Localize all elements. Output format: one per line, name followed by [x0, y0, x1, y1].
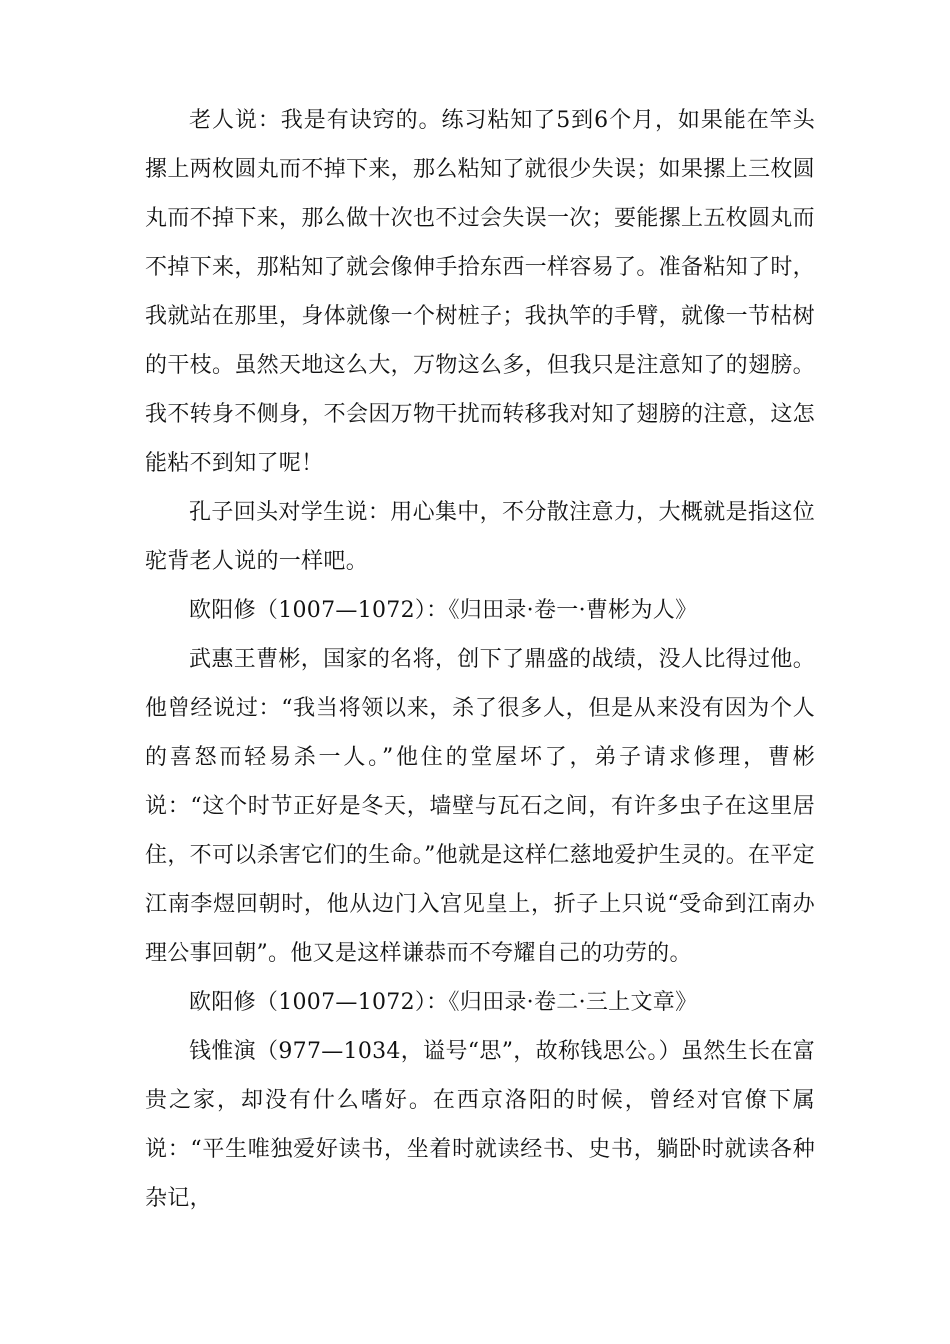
section-heading-sanshang-wenzhang: 欧阳修（1007—1072）：《归田录·卷二·三上文章》: [189, 990, 698, 1015]
paragraph-confucius-remark: 孔子回头对学生说：用心集中，不分散注意力，大概就是指这位驼背老人说的一样吧。: [145, 500, 815, 574]
document-body: [145, 96, 815, 1223]
paragraph-old-man-speech: 老人说：我是有诀窍的。练习粘知了5到6个月，如果能在竿头摞上两枚圆丸而不掉下来，那么粘知了就很少失误；如果摞上三枚圆丸而不掉下来，那么做十次也不过会失误一次；要能摞上五枚圆丸而不掉下来，那粘知了就会像伸手拾东西一样容易了。准备粘知了时，我就站在那里，身体就像一个树桩子；我执竿的手臂，就像一节枯树的干枝。虽然天地这么大，万物这么多，但我只是注意知了的翅膀。我不转身不侧身，不会因万物干扰而转移我对知了翅膀的注意，这怎能粘不到知了呢！: [145, 108, 815, 476]
section-heading-cao-bin: 欧阳修（1007—1072）：《归田录·卷一·曹彬为人》: [189, 598, 698, 623]
paragraph-cao-bin: 武惠王曹彬，国家的名将，创下了鼎盛的战绩，没人比得过他。他曾经说过：“我当将领以来，杀了很多人，但是从来没有因为个人的喜怒而轻易杀一人。”他住的堂屋坏了，弟子请求修理，曹彬说：“这个时节正好是冬天，墙壁与瓦石之间，有许多虫子在这里居住，不可以杀害它们的生命。”他就是这样仁慈地爱护生灵的。在平定江南李煜回朝时，他从边门入宫见皇上，折子上只说“受命到江南办理公事回朝”。他又是这样谦恭而不夸耀自己的功劳的。: [145, 647, 815, 966]
paragraph-qian-weiyan: 钱惟演（977—1034，谥号“思”，故称钱思公。）虽然生长在富贵之家，却没有什么嗜好。在西京洛阳的时候，曾经对官僚下属说：“平生唯独爱好读书，坐着时就读经书、史书，躺卧时就读各种杂记，: [145, 1039, 815, 1211]
